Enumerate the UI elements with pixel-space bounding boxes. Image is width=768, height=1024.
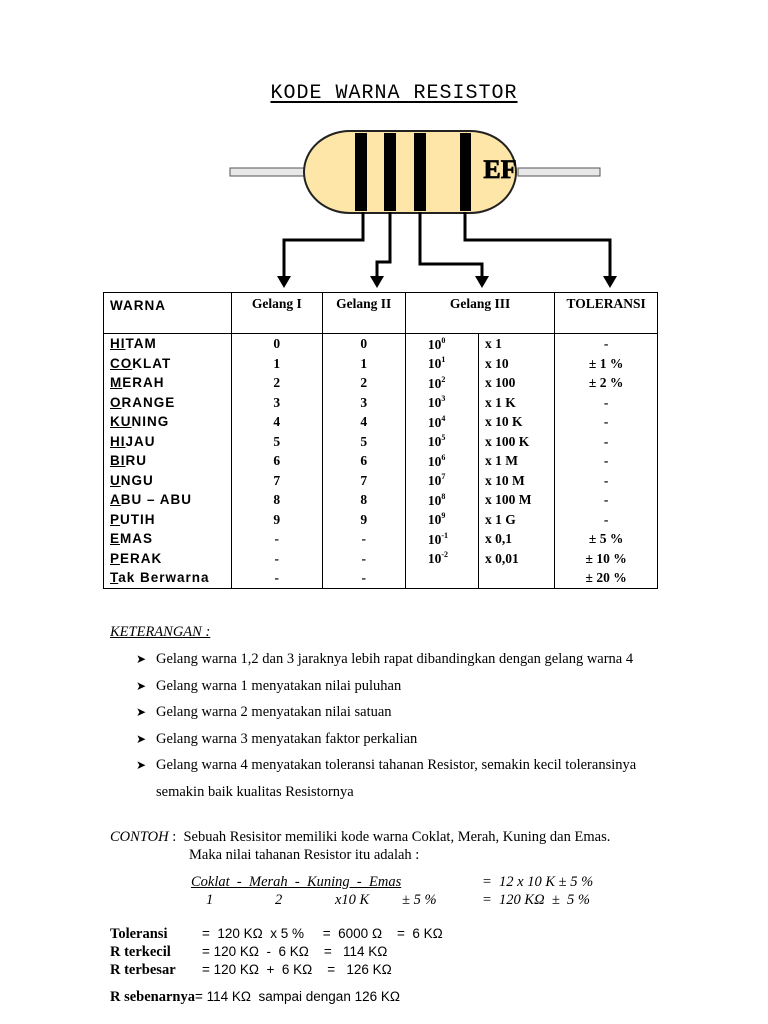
gelang-1-value: 4 [232,412,322,432]
gelang-2-value: 3 [322,393,405,413]
contoh-label: CONTOH [110,829,169,845]
gelang-1-value: - [232,549,322,569]
example-number-2: 2 [275,892,283,908]
header-gelang-3: Gelang III [405,293,554,334]
header-gelang-2: Gelang II [322,293,405,334]
table-row [104,529,658,549]
power-of-ten: $10^8$ [405,490,478,510]
gelang-1-value: 7 [232,471,322,491]
color-name: KUNING [104,412,232,432]
arrow-bullet-icon: ➤ [136,731,147,746]
color-name: COKLAT [104,354,232,374]
power-of-ten: $10^2$ [405,373,478,393]
gelang-1-value: 2 [232,373,322,393]
gelang-2-value: - [322,549,405,569]
tolerance-value: ± 1 % [555,354,658,374]
resistor-diagram [0,120,768,290]
multiplier-value: x 1 [479,334,555,354]
gelang-1-value: 0 [232,334,322,354]
power-of-ten: $10^9$ [405,510,478,530]
power-of-ten: $10^6$ [405,451,478,471]
example-result-1: = 12 x 10 K ± 5 % [482,874,594,890]
arrow-bullet-icon: ➤ [136,652,147,666]
table-row [104,568,658,588]
table-row [104,354,658,374]
list-item: ➤ Gelang warna 1 menyatakan nilai puluhan [136,673,696,700]
tolerance-value: - [555,451,658,471]
multiplier-value: x 1 K [479,393,555,413]
arrow-head-4 [603,276,617,288]
table-row [104,373,658,393]
gelang-2-value: 4 [322,412,405,432]
tolerance-value: - [555,432,658,452]
example-result-2: = 120 KΩ ± 5 % [482,892,590,908]
multiplier-value: x 10 [479,354,555,374]
header-warna: WARNA [104,293,232,334]
list-item: ➤ Gelang warna 2 menyatakan nilai satuan [136,699,696,726]
header-gelang-1: Gelang I [232,293,322,334]
power-of-ten: $10^5$ [405,432,478,452]
calc-r-terkecil: R terkecil = 120 KΩ - 6 KΩ = 114 KΩ [110,944,388,960]
gelang-1-value: 8 [232,490,322,510]
gelang-2-value: 7 [322,471,405,491]
tolerance-value: - [555,490,658,510]
color-name: ORANGE [104,393,232,413]
arrow-head-2 [370,276,384,288]
power-of-ten: $10^3$ [405,393,478,413]
tolerance-value: - [555,471,658,491]
keterangan-list [136,646,696,805]
arrow-line-3 [420,212,482,280]
band-3 [414,133,426,211]
color-name: MERAH [104,373,232,393]
arrow-bullet-icon: ➤ [136,678,147,693]
arrow-bullet-icon: ➤ [136,705,147,719]
gelang-2-value: 8 [322,490,405,510]
power-of-ten [405,568,478,588]
color-name: BIRU [104,451,232,471]
arrow-head-1 [277,276,291,288]
table-row [104,490,658,510]
color-name: UNGU [104,471,232,491]
gelang-2-value: 0 [322,334,405,354]
calc-toleransi: Toleransi = 120 KΩ x 5 % = 6000 Ω = 6 KΩ [110,926,443,942]
calc-r-sebenarnya: R sebenarnya= 114 KΩ sampai dengan 126 KΩ [110,989,400,1005]
multiplier-value: x 100 K [479,432,555,452]
table-row [104,549,658,569]
gelang-1-value: 9 [232,510,322,530]
multiplier-value: x 10 M [479,471,555,491]
tolerance-value: - [555,412,658,432]
table-row [104,432,658,452]
multiplier-value: x 10 K [479,412,555,432]
color-name: EMAS [104,529,232,549]
arrow-head-3 [475,276,489,288]
table-row [104,334,658,354]
gelang-2-value: 9 [322,510,405,530]
color-name: ABU – ABU [104,490,232,510]
tolerance-value: ± 20 % [555,568,658,588]
gelang-1-value: 6 [232,451,322,471]
contoh-colon: : [172,829,177,845]
table-row [104,412,658,432]
multiplier-value: x 0,1 [479,529,555,549]
list-item: ➤ Gelang warna 4 menyatakan toleransi tahanan Resistor, semakin kecil toleransinya [136,752,696,779]
gelang-1-value: 3 [232,393,322,413]
multiplier-value [479,568,555,588]
power-of-ten: $10^{-2}$ [405,549,478,569]
power-of-ten: $10^0$ [405,334,478,354]
table-row [104,451,658,471]
tolerance-value: ± 10 % [555,549,658,569]
page-title: KODE WARNA RESISTOR [270,82,518,105]
example-number-3: x10 K [335,892,370,908]
color-name: PERAK [104,549,232,569]
table-header-row [104,293,658,334]
power-of-ten: $10^4$ [405,412,478,432]
gelang-2-value: 1 [322,354,405,374]
gelang-2-value: 2 [322,373,405,393]
power-of-ten: $10^{-1}$ [405,529,478,549]
color-code-table [103,292,658,589]
multiplier-value: x 0,01 [479,549,555,569]
gelang-2-value: - [322,529,405,549]
gelang-1-value: 1 [232,354,322,374]
gelang-2-value: - [322,568,405,588]
list-item: ➤ Gelang warna 3 menyatakan faktor perkalian [136,726,696,753]
gelang-1-value: - [232,529,322,549]
gelang-1-value: - [232,568,322,588]
band-4 [460,133,471,211]
arrow-bullet-icon: ➤ [136,758,147,772]
multiplier-value: x 100 M [479,490,555,510]
band-2 [384,133,396,211]
contoh-line-2: Maka nilai tahanan Resistor itu adalah : [189,847,420,863]
tolerance-value: - [555,510,658,530]
multiplier-value: x 100 [479,373,555,393]
band-1 [355,133,367,211]
contoh-line-1: Sebuah Resisitor memiliki kode warna Coklat, Merah, Kuning dan Emas. [183,829,611,845]
calc-r-terbesar: R terbesar = 120 KΩ + 6 KΩ = 126 KΩ [110,962,392,978]
resistor-logo: EF [483,155,517,184]
gelang-1-value: 5 [232,432,322,452]
arrow-line-1 [284,212,363,280]
example-colors: Coklat - Merah - Kuning - Emas [191,874,402,890]
keterangan-label: KETERANGAN : [110,624,211,640]
gelang-2-value: 5 [322,432,405,452]
example-number-4: ± 5 % [402,892,437,908]
example-number-1: 1 [206,892,214,908]
tolerance-value: ± 2 % [555,373,658,393]
color-name: PUTIH [104,510,232,530]
resistor-lead-left [230,168,312,176]
color-name: HITAM [104,334,232,354]
multiplier-value: x 1 G [479,510,555,530]
header-toleransi: TOLERANSI [555,293,658,334]
multiplier-value: x 1 M [479,451,555,471]
table-row [104,393,658,413]
power-of-ten: $10^1$ [405,354,478,374]
tolerance-value: ± 5 % [555,529,658,549]
list-item-continuation: semakin baik kualitas Resistornya [156,783,354,800]
arrow-line-2 [377,212,390,280]
power-of-ten: $10^7$ [405,471,478,491]
tolerance-value: - [555,334,658,354]
color-name: Tak Berwarna [104,568,232,588]
contoh-block [110,828,610,864]
color-name: HIJAU [104,432,232,452]
table-row [104,510,658,530]
gelang-2-value: 6 [322,451,405,471]
list-item: ➤ Gelang warna 1,2 dan 3 jaraknya lebih rapat dibandingkan dengan gelang warna 4 [136,646,696,673]
tolerance-value: - [555,393,658,413]
table-row [104,471,658,491]
resistor-lead-right [518,168,600,176]
arrow-line-4 [465,212,610,280]
